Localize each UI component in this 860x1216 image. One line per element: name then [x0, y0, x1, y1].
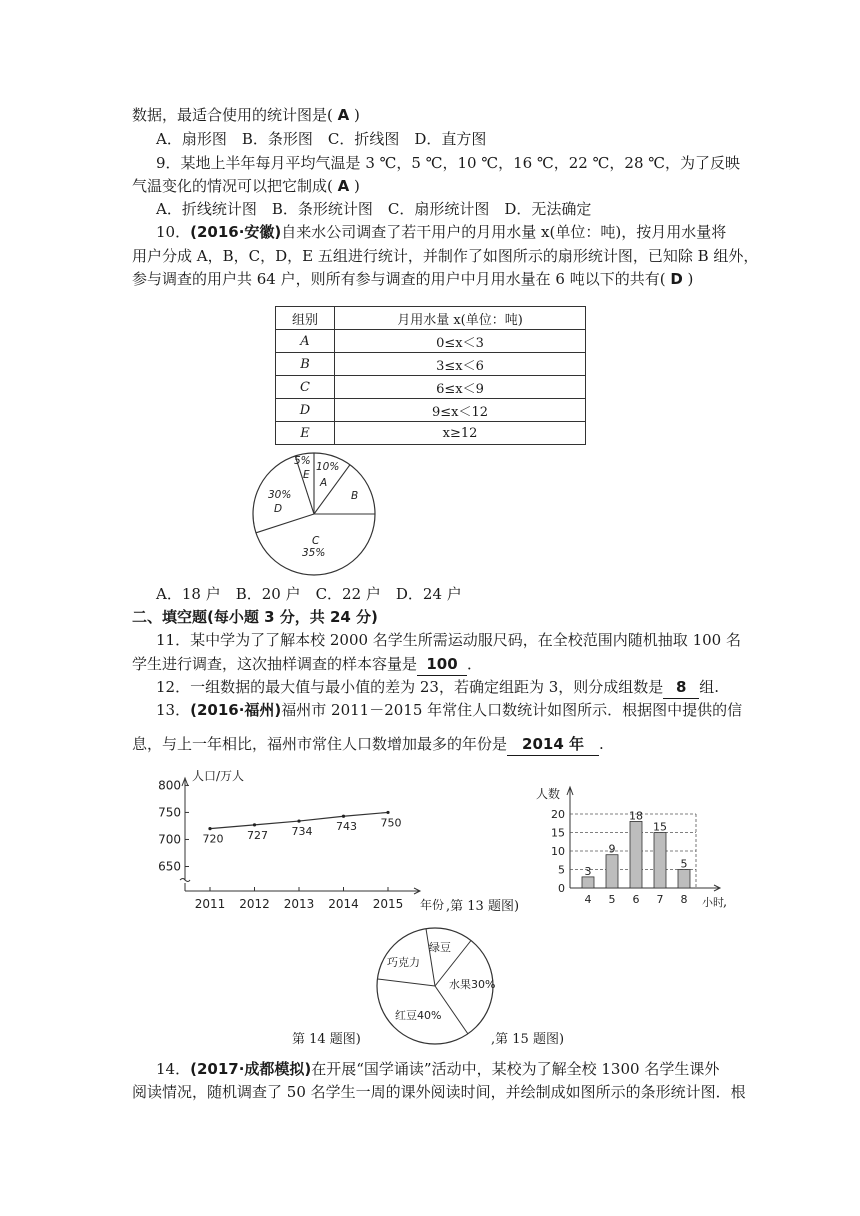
- data-label: 750: [380, 816, 402, 830]
- pie-label: 5%: [294, 455, 311, 467]
- x-tick-label: 8: [680, 893, 688, 906]
- q11-line1: 11．某中学为了了解本校 2000 名学生所需运动服尺码，在全校范围内随机抽取 100 名: [156, 631, 741, 649]
- table-header-cell: 月用水量 x(单位：吨): [335, 307, 586, 330]
- y-tick-label: 650: [158, 859, 181, 874]
- q8-answer: A: [337, 106, 350, 124]
- snack-pie-chart: [375, 926, 497, 1048]
- y-axis-label: 人口/万人: [192, 769, 245, 783]
- y-tick-label: 750: [158, 805, 181, 820]
- bar: [582, 877, 594, 888]
- pie-label: D: [274, 503, 283, 515]
- data-point: [386, 811, 389, 814]
- data-label: 9: [608, 842, 616, 856]
- q14-source: (2017·成都模拟): [190, 1060, 312, 1078]
- table-cell: E: [276, 422, 335, 445]
- y-tick-label: 800: [158, 778, 181, 793]
- q14-line1: 14．(2017·成都模拟)在开展“国学诵读”活动中，某校为了解全校 1300 名学生课外: [156, 1060, 720, 1078]
- pie-label: 绿豆: [429, 941, 451, 954]
- q10-line2: 用户分成 A，B，C，D，E 五组进行统计，并制作了如图所示的扇形统计图，已知除 B 组外，: [132, 247, 759, 265]
- q11-line2: 学生进行调查，这次抽样调查的样本容量是 100 ．: [132, 653, 482, 676]
- data-point: [342, 815, 345, 818]
- q10-pie-chart: [250, 450, 380, 580]
- pie-divider: [378, 979, 436, 986]
- q10-options: A．18 户 B．20 户 C．22 户 D．24 户: [156, 585, 462, 603]
- x-axis-label: 小时: [702, 896, 724, 909]
- x-tick-label: 4: [584, 893, 592, 906]
- y-tick-label: 20: [551, 808, 565, 821]
- table-cell: x≥12: [335, 422, 586, 445]
- q9-line2: 气温变化的情况可以把它制成( A ): [132, 177, 360, 195]
- table-cell: 3≤x＜6: [335, 353, 586, 376]
- table-row: [276, 353, 586, 376]
- q14-line2: 阅读情况，随机调查了 50 名学生一周的课外阅读时间，并绘制成如图所示的条形统计图．根: [132, 1083, 746, 1101]
- q15-chart-mark: ,: [723, 895, 728, 910]
- pie-label: 30%: [268, 489, 292, 501]
- q13-answer: 2014 年: [507, 733, 599, 756]
- q13-source: (2016·福州): [190, 701, 282, 719]
- y-tick-label: 15: [551, 826, 565, 840]
- x-tick-label: 2011: [194, 897, 226, 911]
- pie-label: 水果30%: [449, 978, 496, 991]
- pie-label: 巧克力: [387, 956, 420, 969]
- table-cell: A: [276, 330, 335, 353]
- x-tick-label: 2012: [239, 897, 270, 911]
- q9-line1: 9．某地上半年每月平均气温是 3 ℃，5 ℃，10 ℃，16 ℃，22 ℃，28 ℃，为了反映: [156, 154, 741, 172]
- q8-options: A．扇形图 B．条形图 C．折线图 D．直方图: [156, 130, 487, 148]
- x-axis-label: 年份: [420, 898, 445, 912]
- x-tick-label: 2014: [328, 897, 359, 911]
- q8-line: 数据，最适合使用的统计图是( A ): [132, 106, 360, 124]
- table-header-row: [276, 307, 586, 330]
- table-cell: C: [276, 376, 335, 399]
- x-tick-label: 6: [632, 893, 640, 906]
- section-2-heading: 二、填空题(每小题 3 分，共 24 分): [132, 608, 378, 626]
- bar: [606, 855, 618, 888]
- table-cell: B: [276, 353, 335, 376]
- x-tick-label: 7: [656, 893, 664, 906]
- q9-answer: A: [337, 177, 350, 195]
- q9-options: A．折线统计图 B．条形统计图 C．扇形统计图 D．无法确定: [156, 200, 592, 218]
- data-point: [253, 823, 256, 826]
- data-label: 734: [291, 825, 313, 839]
- x-tick-label: 2015: [372, 897, 404, 911]
- data-label: 15: [653, 820, 667, 834]
- table-row: [276, 399, 586, 422]
- y-tick-label: 700: [158, 832, 181, 847]
- q15-caption: ,第 15 题图): [491, 1032, 565, 1047]
- q13-line1: 13．(2016·福州)福州市 2011－2015 年常住人口数统计如图所示．根据图中提供的信: [156, 701, 743, 719]
- table-cell: 6≤x＜9: [335, 376, 586, 399]
- reading-bar-chart: [530, 782, 730, 912]
- pie-label: 红豆40%: [395, 1009, 442, 1022]
- table-cell: D: [276, 399, 335, 422]
- q12-line: 12．一组数据的最大值与最小值的差为 23，若确定组距为 3，则分成组数是 8 组.: [156, 676, 719, 699]
- y-tick-label: 10: [551, 845, 565, 858]
- q13-caption: ,第 13 题图): [446, 899, 520, 914]
- y-tick-label: 0: [558, 882, 565, 895]
- data-label: 18: [629, 809, 643, 823]
- data-point: [208, 827, 211, 830]
- table-row: [276, 376, 586, 399]
- bar: [654, 833, 666, 889]
- pie-label: C: [312, 535, 320, 547]
- q10-source: (2016·安徽): [190, 223, 282, 241]
- q10-line3: 参与调查的用户共 64 户，则所有参与调查的用户中月用水量在 6 吨以下的共有( D ): [132, 270, 694, 288]
- y-tick-label: 5: [558, 863, 565, 877]
- bar: [630, 821, 642, 888]
- data-label: 720: [202, 832, 224, 846]
- data-label: 743: [336, 820, 357, 834]
- q11-answer: 100: [417, 653, 467, 676]
- bar: [678, 870, 690, 889]
- pie-divider: [256, 514, 314, 533]
- x-tick-label: 5: [608, 893, 616, 906]
- pie-label: 10%: [316, 461, 340, 473]
- pie-label: B: [351, 490, 359, 502]
- population-line-chart: [150, 768, 460, 916]
- table-header-cell: 组别: [276, 307, 335, 330]
- table-row: [276, 422, 586, 445]
- table-cell: 0≤x＜3: [335, 330, 586, 353]
- y-axis-label: 人数: [536, 787, 561, 801]
- q13-line2: 息，与上一年相比，福州市常住人口数增加最多的年份是 2014 年 .: [132, 733, 604, 756]
- data-point: [297, 819, 300, 822]
- table-row: [276, 330, 586, 353]
- pie-label: A: [320, 477, 328, 489]
- x-tick-label: 2013: [283, 897, 315, 911]
- pie-label: 35%: [302, 547, 326, 559]
- group-table: [275, 306, 586, 445]
- q10-line1: 10．(2016·安徽)自来水公司调查了若干用户的月用水量 x(单位：吨)，按月用水量将: [156, 223, 727, 241]
- data-label: 727: [247, 828, 268, 842]
- q12-answer: 8: [663, 676, 699, 699]
- q14-caption: 第 14 题图): [292, 1032, 361, 1047]
- pie-label: E: [303, 469, 310, 481]
- data-label: 3: [584, 864, 592, 878]
- pie-divider: [426, 929, 435, 986]
- table-cell: 9≤x＜12: [335, 399, 586, 422]
- data-label: 5: [680, 857, 688, 871]
- q10-answer: D: [670, 270, 683, 288]
